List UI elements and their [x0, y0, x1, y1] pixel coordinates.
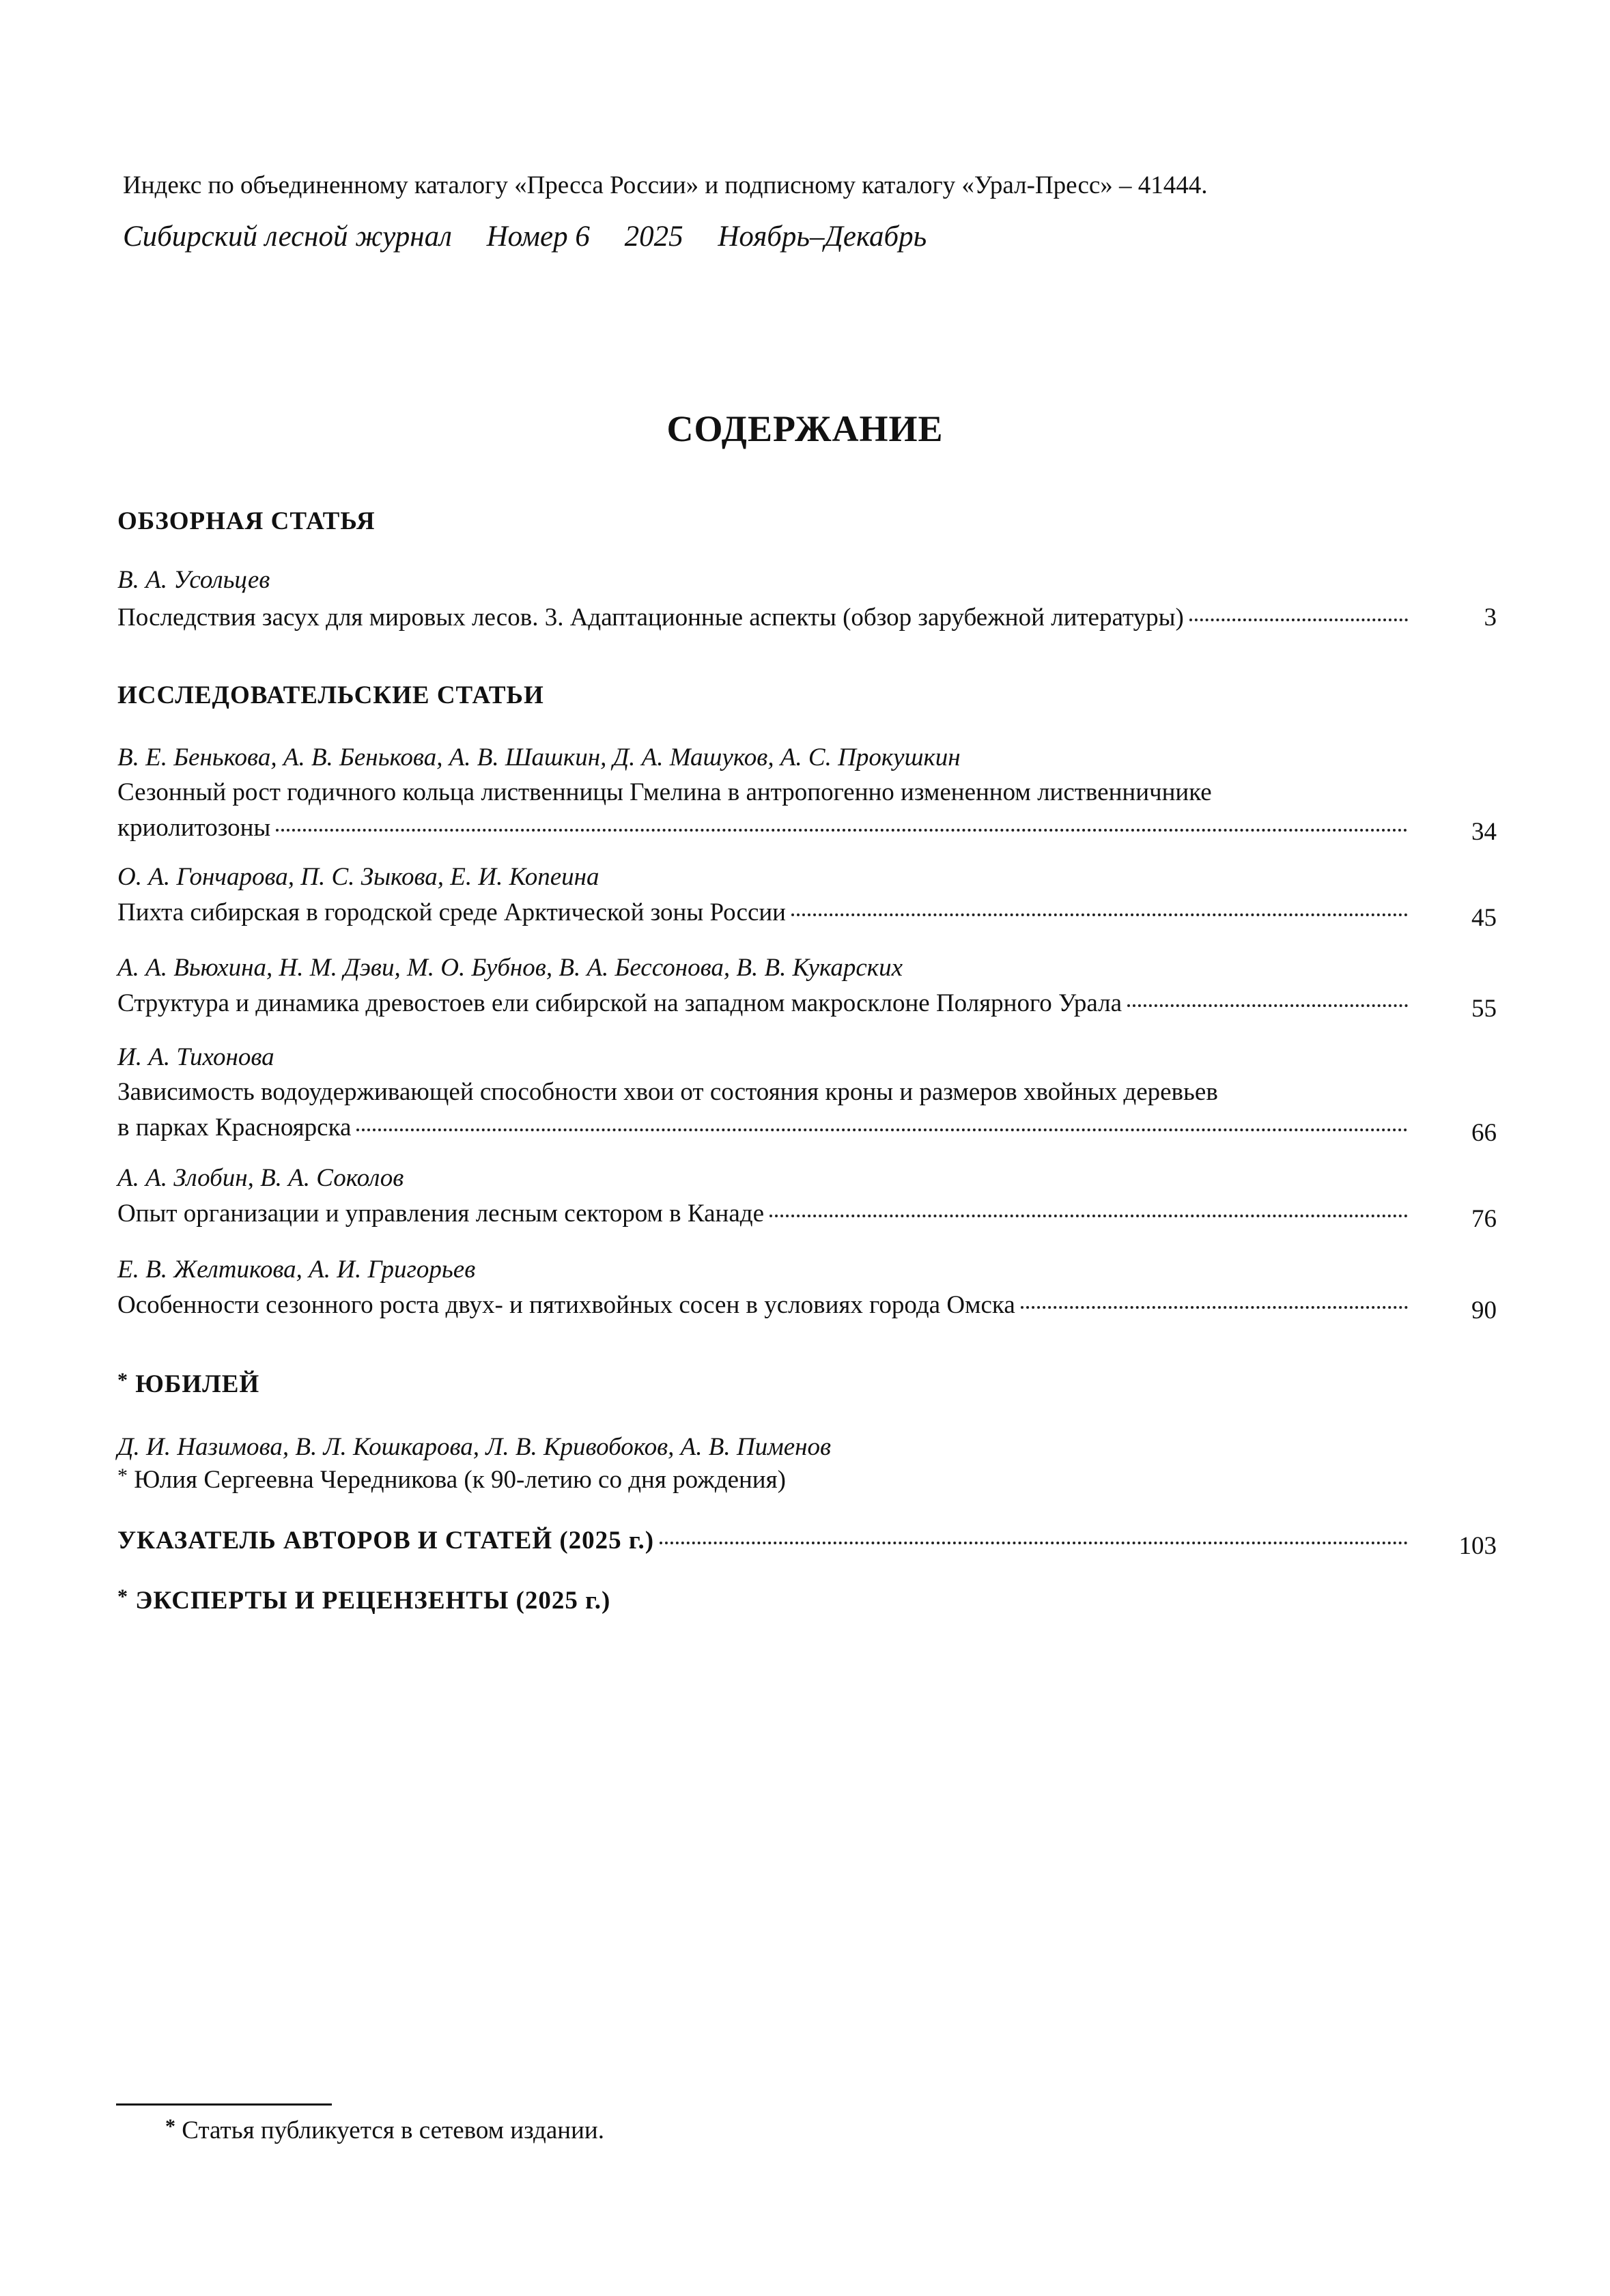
toc-entry[interactable]	[117, 1196, 1497, 1233]
dot-leader	[660, 1542, 1408, 1544]
toc-entry-title: Сезонный рост годичного кольца лиственницы Гмелина в антропогенно измененном лиственничнике	[117, 778, 1212, 806]
online-publication-mark: *	[117, 1585, 128, 1608]
toc-page-number: 66	[1471, 1119, 1497, 1147]
toc-entry-title-cont: в парках Красноярска	[117, 1114, 352, 1142]
footnote-mark: *	[165, 2115, 175, 2138]
toc-entry-title: Опыт организации и управления лесным сектором в Канаде	[117, 1200, 764, 1228]
toc-page-number: 34	[1471, 818, 1497, 846]
dot-leader	[1127, 1004, 1408, 1007]
toc-authors: И. А. Тихонова	[117, 1043, 274, 1071]
toc-authors: Е. В. Желтикова, А. И. Григорьев	[117, 1256, 476, 1284]
section-heading-author-index: УКАЗАТЕЛЬ АВТОРОВ И СТАТЕЙ (2025 г.)	[117, 1527, 655, 1555]
toc-entry[interactable]	[117, 1075, 1497, 1147]
dot-leader	[276, 829, 1408, 832]
toc-authors: Д. И. Назимова, В. Л. Кошкарова, Л. В. Кривобоков, А. В. Пименов	[117, 1433, 832, 1461]
toc-authors: А. А. Вьюхина, Н. М. Дэви, М. О. Бубнов, В. А. Бессонова, В. В. Кукарских	[117, 954, 903, 982]
toc-entry-title-cont: криолитозоны	[117, 814, 271, 842]
issue-number: Номер 6	[486, 221, 590, 253]
toc-page-number: 90	[1471, 1296, 1497, 1324]
toc-entry[interactable]	[117, 895, 1497, 932]
toc-entry[interactable]	[117, 600, 1497, 636]
online-publication-mark: *	[117, 1369, 128, 1391]
section-heading-review: ОБЗОРНАЯ СТАТЬЯ	[117, 507, 376, 535]
dot-leader	[1189, 619, 1408, 621]
issue-year: 2025	[624, 221, 683, 253]
toc-authors: В. Е. Бенькова, А. В. Бенькова, А. В. Шашкин, Д. А. Машуков, А. С. Прокушкин	[117, 743, 961, 771]
toc-entry-title: Структура и динамика древостоев ели сибирской на западном макросклоне Полярного Урала	[117, 989, 1122, 1017]
toc-entry-title: Последствия засух для мировых лесов. 3. Адаптационные аспекты (обзор зарубежной литературы)	[117, 604, 1184, 632]
dot-leader	[791, 913, 1408, 916]
toc-page-number: 103	[1458, 1532, 1497, 1560]
online-publication-mark: *	[117, 1464, 128, 1487]
toc-entry-title: Юлия Сергеевна Чередникова (к 90-летию со дня рождения)	[134, 1466, 786, 1494]
journal-name: Сибирский лесной журнал	[123, 221, 452, 253]
toc-entry-title: Зависимость водоудерживающей способности хвои от состояния кроны и размеров хвойных деревьев	[117, 1078, 1218, 1106]
issue-months: Ноябрь–Декабрь	[718, 221, 927, 253]
subscription-index: Индекс по объединенному каталогу «Пресса России» и подписному каталогу «Урал-Пресс» – 41444.	[123, 171, 1208, 199]
footnote-text: Статья публикуется в сетевом издании.	[182, 2116, 604, 2144]
toc-entry[interactable]	[117, 986, 1497, 1023]
toc-authors: О. А. Гончарова, П. С. Зыкова, Е. И. Копеина	[117, 863, 599, 891]
toc-entry-title: Пихта сибирская в городской среде Арктической зоны России	[117, 898, 786, 926]
section-heading-text: ЭКСПЕРТЫ И РЕЦЕНЗЕНТЫ (2025 г.)	[135, 1587, 611, 1615]
toc-entry[interactable]	[117, 1464, 786, 1494]
toc-entry[interactable]	[117, 775, 1497, 846]
section-heading-jubilee	[117, 1369, 259, 1399]
toc-entry-title: Особенности сезонного роста двух- и пятихвойных сосен в условиях города Омска	[117, 1291, 1015, 1319]
dot-leader	[769, 1215, 1408, 1217]
footnote-rule	[116, 2103, 332, 2106]
dot-leader	[1021, 1306, 1408, 1309]
dot-leader	[356, 1129, 1408, 1131]
footnote	[165, 2115, 604, 2145]
toc-page-number: 55	[1471, 995, 1497, 1023]
toc-page-number: 76	[1471, 1205, 1497, 1233]
toc-entry[interactable]	[117, 1288, 1497, 1324]
toc-authors: В. А. Усольцев	[117, 566, 270, 594]
section-heading-experts	[117, 1585, 610, 1615]
toc-title: СОДЕРЖАНИЕ	[666, 408, 944, 449]
toc-entry-author-index[interactable]	[117, 1523, 1497, 1560]
toc-page-number: 3	[1484, 604, 1497, 632]
section-heading-research: ИССЛЕДОВАТЕЛЬСКИЕ СТАТЬИ	[117, 681, 544, 709]
journal-issue-line	[123, 220, 954, 253]
toc-authors: А. А. Злобин, В. А. Соколов	[117, 1164, 404, 1192]
toc-page-number: 45	[1471, 904, 1497, 932]
section-heading-text: ЮБИЛЕЙ	[135, 1370, 260, 1398]
